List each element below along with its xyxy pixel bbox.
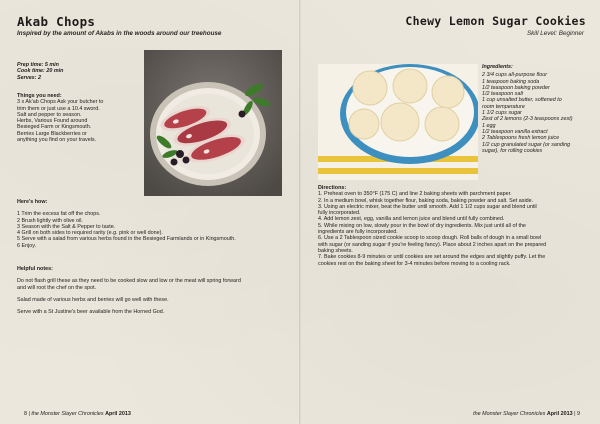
ingredient-line: 1/2 teaspoon salt bbox=[482, 91, 524, 98]
direction-line: baking sheets. bbox=[318, 247, 353, 254]
direction-line: 7. Bake cookies 8-9 minutes or until cookies are set around the edges and slightly puffy. Let the bbox=[318, 254, 546, 261]
notes-heading: Helpful notes: bbox=[17, 266, 53, 272]
akab-chops-photo bbox=[144, 50, 282, 196]
skill-level: Skill Level: Beginner bbox=[526, 30, 584, 37]
magazine-name: the Monster Slayer Chronicles bbox=[31, 411, 104, 417]
direction-line: 3. Using an electric mixer, beat the butter until smooth. Add 1 1/2 cups sugar and blend until bbox=[318, 203, 537, 210]
ingredient-line: 2 3/4 cups all-purpose flour bbox=[482, 72, 548, 79]
things-line: Berries Large Blackberries or bbox=[17, 130, 87, 137]
note-line: Salad made of various herbs and berries will go well with these. bbox=[17, 296, 169, 303]
direction-line: 1. Preheat oven to 350°F (175 C) and line 2 baking sheets with parchment paper. bbox=[318, 191, 512, 198]
page-number: | 9 bbox=[574, 411, 580, 417]
note-line: Do not flash grill these as they need to be cooked slow and low or the meat will spring forward bbox=[17, 278, 241, 285]
left-footer bbox=[24, 411, 131, 417]
step-line: 2 Brush lightly with olive oil. bbox=[17, 217, 83, 224]
things-line: Salt and pepper to season. bbox=[17, 111, 82, 118]
step-line: 5 Serve with a salad from various herbs found in the Besieged Farmlands or in Kingsmouth. bbox=[17, 236, 236, 243]
right-page bbox=[300, 0, 600, 424]
ingredient-line: 1/2 teaspoon baking powder bbox=[482, 84, 550, 91]
note-line: and will root the chef on the spot. bbox=[17, 284, 97, 291]
step-line: 3 Season with the Salt & Pepper to taste. bbox=[17, 223, 116, 230]
ingredient-line: 1 1/2 cups sugar bbox=[482, 110, 522, 117]
direction-line: 2. In a medium bowl, whisk together flour, baking soda, baking powder and salt. Set aside. bbox=[318, 197, 534, 204]
ingredient-line: 1 cup unsalted butter, softened to bbox=[482, 97, 562, 104]
directions bbox=[318, 185, 546, 267]
issue-date: April 2013 bbox=[546, 411, 573, 417]
direction-line: 6. Use a 2 Tablespoon sized cookie scoop to scoop dough. Roll balls of dough in a small bowl bbox=[318, 235, 542, 242]
heres-how bbox=[17, 199, 236, 249]
ingredient-line: 1/2 teaspoon vanilla extract bbox=[482, 128, 548, 135]
recipe-meta bbox=[17, 62, 63, 81]
things-heading: Things you need: bbox=[17, 93, 62, 99]
recipe-title: Chewy Lemon Sugar Cookies bbox=[405, 14, 586, 28]
ingredient-line: room temperature bbox=[482, 103, 525, 110]
how-heading: Here's how: bbox=[17, 199, 48, 205]
ingredient-line: 1 teaspoon baking soda bbox=[482, 78, 540, 85]
note-line: Serve with a St Justine's beer available from the Horned God. bbox=[17, 309, 165, 316]
magazine-name: the Monster Slayer Chronicles bbox=[473, 411, 546, 417]
direction-line: 4. Add lemon zest, egg, vanilla and lemon juice and blend until fully combined. bbox=[318, 216, 505, 223]
things-line: trim them or just use a 10.4 sword. bbox=[17, 105, 100, 112]
prep-time: Prep time: 5 min bbox=[17, 62, 59, 68]
ingredient-line: Zest of 2 lemons (2-3 teaspoons zest) bbox=[482, 116, 573, 123]
direction-line: ingredients are fully incorporated. bbox=[318, 229, 398, 236]
step-line: 4 Grill on both sides to required rarity (e.g. pink or well done). bbox=[17, 230, 163, 237]
lemon-cookies-photo bbox=[318, 64, 478, 180]
direction-line: with sugar (or sanding sugar if you're feeling fancy). Place about 2 inches apart on the prepared bbox=[318, 241, 547, 248]
ingredients-heading: Ingredients: bbox=[482, 64, 513, 70]
ingredient-line: 1/2 cup granulated sugar (or sanding bbox=[482, 141, 571, 148]
things-you-need bbox=[17, 93, 103, 143]
right-footer bbox=[473, 411, 580, 417]
direction-line: fully incorporated. bbox=[318, 210, 361, 217]
direction-line: cookies rest on the baking sheet for 3-4 minutes before moving to a cooling rack. bbox=[318, 260, 511, 267]
direction-line: 5. While mixing on low, slowly pour in the bowl of dry ingredients. Mix just until all of the bbox=[318, 222, 526, 229]
things-line: anything you find on your travels. bbox=[17, 137, 97, 144]
things-line: 3 x Ak'ab Chops Ask your butcher to bbox=[17, 99, 104, 106]
ingredient-line: 2 Tablespoons fresh lemon juice bbox=[482, 135, 560, 142]
ingredient-line: sugar), for rolling cookies bbox=[482, 147, 543, 154]
ingredients bbox=[482, 64, 594, 154]
step-line: 6 Enjoy. bbox=[17, 242, 37, 249]
cook-time: Cook time: 20 min bbox=[17, 68, 64, 75]
helpful-notes bbox=[17, 266, 241, 315]
things-line: Besieged Farm or Kingsmouth. bbox=[17, 124, 92, 131]
recipe-title: Akab Chops bbox=[17, 14, 96, 29]
issue-date: April 2013 bbox=[105, 411, 131, 417]
step-line: 1 Trim the excess fat off the chops. bbox=[17, 211, 101, 218]
page-number: 8 | bbox=[24, 411, 30, 417]
things-line: Herbs, Various Found around bbox=[17, 118, 88, 125]
serves: Serves: 2 bbox=[17, 74, 41, 81]
ingredient-line: 1 egg bbox=[482, 122, 496, 129]
recipe-subtitle: Inspired by the amount of Akabs in the woods around our treehouse bbox=[17, 30, 222, 37]
directions-heading: Directions: bbox=[318, 185, 347, 191]
